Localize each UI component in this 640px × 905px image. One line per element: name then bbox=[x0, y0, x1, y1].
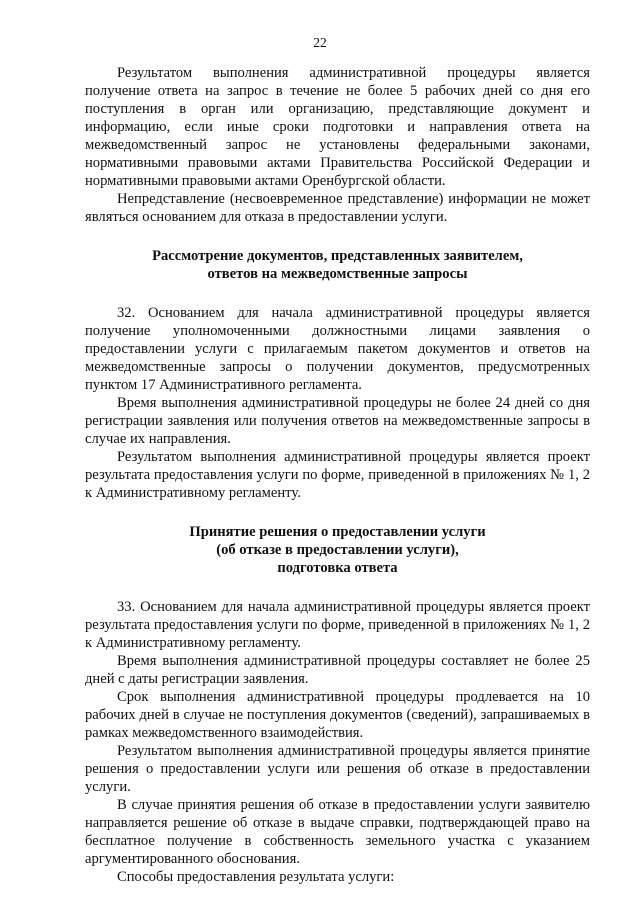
paragraph-33-extension: Срок выполнения административной процедуры продлевается на 10 рабочих дней в случае не поступления документов (сведений), запрашиваемых в рамках межведомственного взаимодействия. bbox=[85, 689, 590, 741]
paragraph-32-basis: 32. Основанием для начала административной процедуры является получение уполномоченными должностными лицами заявления о предоставлении услуги с прилагаемым пакетом документов и ответов на межведомственные запросы о получении документов, предусмотренных пунктом 17 Административного регламента. bbox=[85, 305, 590, 393]
page-number: 22 bbox=[313, 35, 327, 50]
paragraph-32-time: Время выполнения административной процедуры не более 24 дней со дня регистрации заявления или получения ответов на межведомственные запросы в случае их направления. bbox=[85, 395, 590, 447]
heading-line: ответов на межведомственные запросы bbox=[207, 266, 468, 282]
document-body bbox=[85, 64, 590, 886]
heading-line: Принятие решения о предоставлении услуги bbox=[189, 524, 486, 540]
paragraph-32-result: Результатом выполнения административной процедуры является проект результата предоставления услуги по форме, приведенной в приложениях № 1, 2 к Административному регламенту. bbox=[85, 449, 590, 501]
paragraph-non-submission: Непредставление (несвоевременное представление) информации не может являться основанием для отказа в предоставлении услуги. bbox=[85, 191, 590, 225]
section-heading-decision bbox=[85, 523, 590, 577]
heading-line: подготовка ответа bbox=[277, 560, 398, 576]
heading-line: (об отказе в предоставлении услуги), bbox=[216, 542, 459, 558]
heading-line: Рассмотрение документов, представленных заявителем, bbox=[152, 248, 523, 264]
section-heading-review bbox=[85, 247, 590, 283]
paragraph-33-basis: 33. Основанием для начала административной процедуры является проект результата предоставления услуги по форме, приведенной в приложениях № 1, 2 к Административному регламенту. bbox=[85, 599, 590, 651]
paragraph-response-result: Результатом выполнения административной процедуры является получение ответа на запрос в течение не более 5 рабочих дней со дня его поступления в орган или организацию, представляющие документ и информацию, если иные сроки подготовки и направления ответа на межведомственный запрос не установлены федеральными законами, нормативными правовыми актами Правительства Российской Федерации и нормативными правовыми актами Оренбургской области. bbox=[85, 65, 590, 189]
paragraph-33-refusal: В случае принятия решения об отказе в предоставлении услуги заявителю направляется решение об отказе в выдаче справки, подтверждающей право на бесплатное получение в собственность земельного участка с указанием аргументированного обоснования. bbox=[85, 797, 590, 867]
paragraph-33-result: Результатом выполнения административной процедуры является принятие решения о предоставлении услуги или решения об отказе в предоставлении услуги. bbox=[85, 743, 590, 795]
paragraph-33-methods: Способы предоставления результата услуги: bbox=[117, 869, 395, 885]
paragraph-33-time: Время выполнения административной процедуры составляет не более 25 дней с даты регистрации заявления. bbox=[85, 653, 590, 687]
